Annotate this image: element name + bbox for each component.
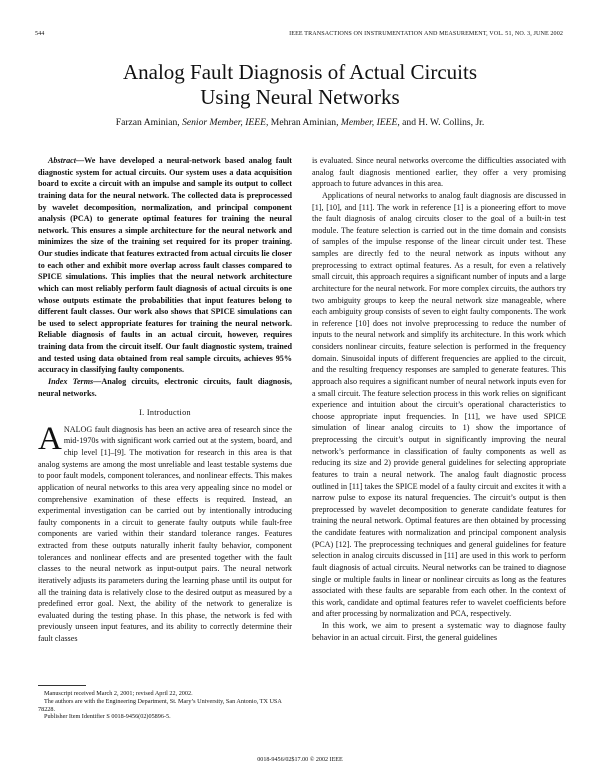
page-number: 544 (35, 31, 45, 37)
index-terms (38, 376, 292, 399)
abstract-lead: Abstract— (48, 156, 85, 165)
footnote (38, 685, 292, 721)
intro-paragraph-1 (38, 420, 292, 645)
abstract-text: We have developed a neural-network based analog fault diagnostic system for actual circuits. Our system uses a data acquisition board to excite a circuit with an impulse and sample its output to collect training data for the neural network. The collected data is preprocessed by wavelet decomposition, normalization, and principal component analysis (PCA) to generate optimal features for training the neural network. This ensures a simple architecture for the neural network and minimizes the size of the training set required for its proper training. Our studies indicate that features extracted from actual circuits lie closer to each other and exhibit more overlap across fault classes compared to SPICE simulations. This implies that the neural network architecture which can most reliably perform fault diagnosis of actual circuits is one whose outputs estimate the probabilities that input features belong to different fault classes. Our work also shows that SPICE simulations can be used to select appropriate features for training the neural network. Reliable diagnosis of faults in an actual circuit, however, requires training data from the circuit itself. Our fault diagnostic system, trained and tested using data obtained from real sample circuits, achieves 95% accuracy in classifying faulty components. (38, 156, 292, 375)
index-terms-text: Analog circuits, electronic circuits, fault diagnosis, neural networks. (38, 376, 292, 398)
intro-paragraph-3: In this work, we aim to present a systematic way to diagnose faulty behavior in an actual circuit. First, the general guidelines (312, 621, 566, 642)
author-list (0, 117, 600, 128)
right-column (312, 155, 566, 643)
title-line-1: Analog Fault Diagnosis of Actual Circuits (122, 60, 478, 84)
author-2-name: , Mehran Aminian, (266, 117, 341, 128)
author-1-role: Senior Member, IEEE (182, 117, 266, 128)
copyright-line: 0018-9456/02$17.00 © 2002 IEEE (257, 757, 343, 763)
intro-paragraph-2: Applications of neural networks to analog fault diagnosis are discussed in [1], [10], and [11]. The work in reference [1] is a pioneering effort to move the fault diagnosis of analog circuits closer to the goal of a built-in test module. The feature selection is carried out in the time domain and consists of samples of the impulse response of the linear circuit under test. These samples are directly fed to the neural network as inputs without any preprocessing to extract optimal features. As a result, for even a relatively small circuit, this approach requires a significant number of inputs and a large architecture for the neural network. For more complex circuits, the authors try two ambiguity groups to keep the neural network size manageable, where each ambiguity group consists of seven to eight faulty components. The work in reference [10] does not involve preprocessing to reduce the number of inputs to the neural network and simplify its architecture. In this work which considers nonlinear circuits, feature selection is performed in the frequency domain. Sinusoidal inputs of different frequencies are applied to the circuit, and the resulting frequency responses are sampled to generate features. This approach also requires a significant number of neural network inputs even for a small circuit. The feature selection process in this work relies on significant experience and intuition about the circuit’s operational characteristics to choose appropriate input frequencies. In [11], we have used SPICE simulation of linear analog circuits to 1) show the importance of preprocessing the circuit’s output in significantly improving the neural network’s performance in classification of faulty components as well as reducing its size and 2) provide general guidelines for selecting appropriate features to train a neural network. The analog fault diagnostic process outlined in [11] takes the SPICE model of a faulty circuit and excites it with a narrow pulse to expose its natural frequencies. The circuit’s output is then preprocessed by wavelet decomposition to generate candidate features for training the neural network. Optimal features are then obtained by processing the candidate features with normalization and principal component analysis (PCA) [12]. The preprocessing techniques and general guidelines for feature selection in analog circuits discussed in [11] are used in this work to perform fault diagnosis of actual circuits. Neural networks can be trained to diagnose single or multiple faults in linear or nonlinear circuits as long as the features associated with these faults are separable from each other. In the context of this work, candidate and optimal features refer to wavelet coefficients before and after processing by normalization and PCA, respectively. (312, 190, 566, 619)
footnote-received: Manuscript received March 2, 2001; revised April 22, 2002. (44, 690, 193, 697)
footnote-identifier: Publisher Item Identifier S 0018-9456(02)05896-5. (44, 713, 171, 721)
title-line-2: Using Neural Networks (200, 85, 400, 109)
footnote-rule (38, 685, 86, 686)
author-3-name: , and H. W. Collins, Jr. (397, 117, 485, 128)
author-1-name: Farzan Aminian, (115, 117, 183, 128)
abstract (38, 155, 292, 376)
left-column (38, 155, 292, 645)
intro-paragraph-1-continued: is evaluated. Since neural networks overcome the difficulties associated with analog fault diagnosis mentioned earlier, they offer a very promising approach to future advances in this area. (312, 156, 566, 189)
drop-cap: A (38, 420, 62, 457)
index-terms-lead: Index Terms— (48, 376, 102, 386)
paper-title (0, 60, 600, 110)
author-2-role: Member, IEEE (340, 117, 398, 128)
section-heading: I. Introduction (139, 408, 191, 418)
footnote-affiliation: The authors are with the Engineering Department, St. Mary’s University, San Antonio, TX USA 78228. (38, 697, 282, 713)
running-header: IEEE TRANSACTIONS ON INSTRUMENTATION AND MEASUREMENT, VOL. 51, NO. 3, JUNE 2002 (289, 31, 563, 37)
intro-text-1: NALOG fault diagnosis has been an active area of research since the mid-1970s with significant work carried out at the system, board, and chip level [1]–[9]. The motivation for research in this area is that analog systems are among the most unreliable and least testable systems due to poor fault models, component tolerances, and nonlinear effects. This makes application of neural networks to this area very appealing since no model or comprehensive examination of these effects is required. Instead, an experimental investigation can be carried out by intentionally introducing faulty components in a circuit to generate faulty outputs while fault-free components are varied within their standard tolerance ranges. Features extracted from these outputs naturally inherit faulty behavior, component tolerances and nonlinear effects and are presented together with the fault classes to the neural network as input-output pairs. The neural network iteratively adjusts its parameters during the learning phase until its output for all the training data is relatively close to the desired output as measured by a predefined error goal. Next, the ability of the network to generalize is evaluated during the testing phase. In this phase, the network is fed with previously unseen input features, and its ability to correctly determine their fault classes (38, 424, 292, 643)
